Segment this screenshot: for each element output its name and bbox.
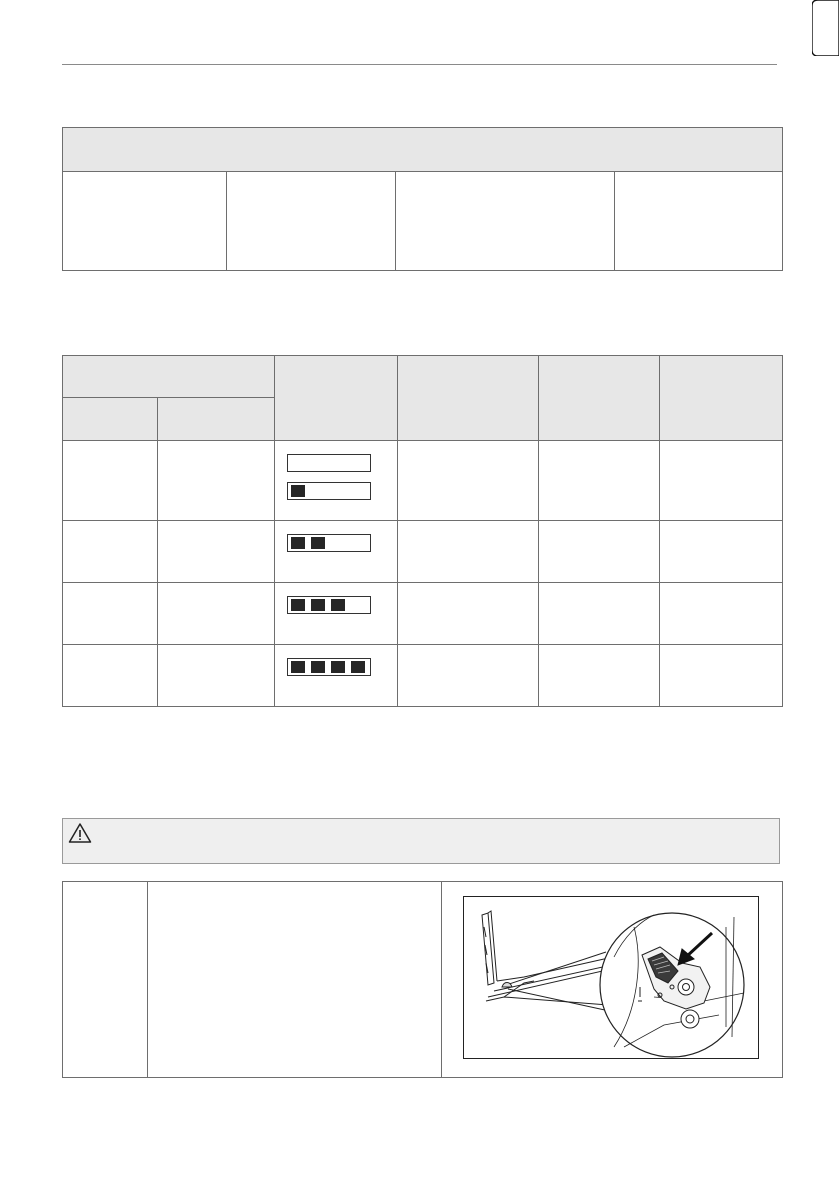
cell-text <box>63 172 226 196</box>
table-row-3-c6 <box>660 583 783 645</box>
indicator-segment <box>331 661 345 673</box>
indicator-segment <box>331 599 345 611</box>
level-indicator-2 <box>287 534 371 552</box>
indicator-segment <box>311 537 325 549</box>
indicator-segment <box>291 537 305 549</box>
hinge-drawing <box>464 897 759 1059</box>
table-row-1-c6 <box>660 441 783 521</box>
page-edge-tab <box>812 0 839 56</box>
header-text <box>275 356 397 380</box>
table-row-4-c6 <box>660 645 783 707</box>
cell-text <box>63 645 157 669</box>
table-row-3-c2 <box>158 583 275 645</box>
header-text <box>660 356 782 380</box>
table-2 <box>62 355 783 707</box>
table-row-4-c1 <box>63 645 158 707</box>
table-row-4-c5 <box>539 645 660 707</box>
oven-door-hinge-illustration <box>463 896 759 1059</box>
table-row-2-c4 <box>398 521 539 583</box>
table-2-col4-header <box>398 356 539 441</box>
cell-text <box>660 583 782 607</box>
table-row-1-c4 <box>398 441 539 521</box>
table-row-3-c5 <box>539 583 660 645</box>
cell-text <box>63 521 157 545</box>
header-text <box>63 398 157 422</box>
table-row-3-indicator-cell <box>275 583 398 645</box>
step-text <box>148 882 441 906</box>
table-row-4-c4 <box>398 645 539 707</box>
indicator-segment <box>291 661 305 673</box>
table-row-1-c5 <box>539 441 660 521</box>
cell-text <box>398 441 538 465</box>
header-rule <box>62 64 777 65</box>
cell-text <box>539 441 659 465</box>
table-1-cell <box>227 172 396 271</box>
cell-text <box>398 645 538 669</box>
cell-text <box>158 645 274 669</box>
table-2-col6-header <box>660 356 783 441</box>
step-text-cell <box>148 882 442 1078</box>
step-number <box>63 882 147 906</box>
table-row-1-c1 <box>63 441 158 521</box>
header-text <box>398 356 538 380</box>
level-indicator-4 <box>287 658 371 676</box>
cell-text <box>158 583 274 607</box>
table-1-cell <box>615 172 783 271</box>
table-2-col5-header <box>539 356 660 441</box>
table-1-header-text <box>63 128 782 152</box>
level-indicator-1 <box>287 482 371 500</box>
level-indicator-3 <box>287 596 371 614</box>
table-1-cell <box>396 172 615 271</box>
level-indicator-0 <box>287 454 371 472</box>
table-row-2-indicator-cell <box>275 521 398 583</box>
cell-text <box>539 645 659 669</box>
table-row-2-c1 <box>63 521 158 583</box>
table-2-col3-header <box>275 356 398 441</box>
warning-box <box>62 818 780 864</box>
header-text <box>158 398 274 422</box>
cell-text <box>539 583 659 607</box>
header-text <box>63 356 274 380</box>
warning-triangle-icon <box>68 822 92 844</box>
indicator-segment <box>291 599 305 611</box>
step-number-cell <box>63 882 148 1078</box>
table-1 <box>62 127 783 271</box>
cell-text <box>396 172 614 196</box>
cell-text <box>660 645 782 669</box>
indicator-segment <box>311 599 325 611</box>
table-row-3-c1 <box>63 583 158 645</box>
table-1-header <box>63 128 783 172</box>
cell-text <box>660 521 782 545</box>
cell-text <box>660 441 782 465</box>
cell-text <box>158 521 274 545</box>
cell-text <box>539 521 659 545</box>
cell-text <box>398 521 538 545</box>
indicator-segment <box>351 661 365 673</box>
cell-text <box>63 583 157 607</box>
cell-text <box>398 583 538 607</box>
table-row-1-indicator-cell <box>275 441 398 521</box>
cell-text <box>158 441 274 465</box>
table-row-2-c5 <box>539 521 660 583</box>
table-row-2-c6 <box>660 521 783 583</box>
table-row-4-indicator-cell <box>275 645 398 707</box>
table-row-3-c4 <box>398 583 539 645</box>
table-2-sub-header-2 <box>158 398 275 441</box>
indicator-segment <box>291 485 305 497</box>
table-row-1-c2 <box>158 441 275 521</box>
table-2-sub-header-1 <box>63 398 158 441</box>
indicator-segment <box>311 661 325 673</box>
table-row-2-c2 <box>158 521 275 583</box>
table-2-group-header <box>63 356 275 398</box>
cell-text <box>63 441 157 465</box>
cell-text <box>227 172 395 196</box>
table-row-4-c2 <box>158 645 275 707</box>
cell-text <box>615 172 782 196</box>
table-1-cell <box>63 172 227 271</box>
header-text <box>539 356 659 380</box>
